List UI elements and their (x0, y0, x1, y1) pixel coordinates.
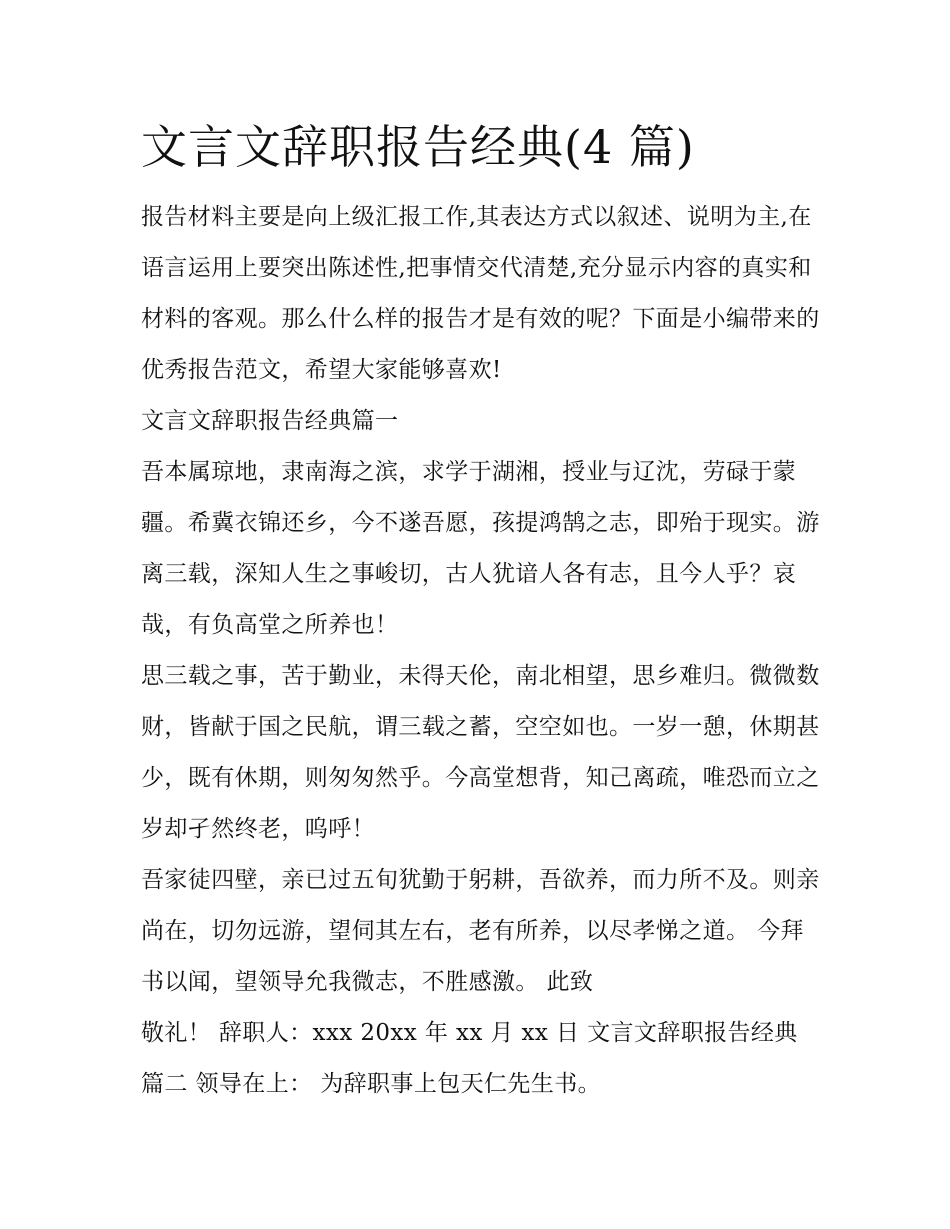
section-heading-1: 文言文辞职报告经典篇一 (141, 408, 399, 434)
body-paragraph-3: 吾家徒四壁，亲已过五旬犹勤于躬耕，吾欲养，而力所不及。则亲尚在，切勿远游，望伺其左右，老有所养，以尽孝悌之道。 今拜书以闻，望领导允我微志，不胜感激。 此致 (141, 867, 820, 995)
document-body (141, 112, 821, 1110)
body-paragraph-1: 吾本属琼地，隶南海之滨，求学于湖湘，授业与辽沈，劳碌于蒙疆。希冀衣锦还乡，今不遂吾愿，孩提鸿鹄之志，即殆于现实。游离三载，深知人生之事峻切，古人犹谙人各有志，且今人乎？哀哉，有负高堂之所养也！ (141, 459, 820, 638)
document-title: 文言文辞职报告经典(4 篇) (141, 120, 695, 174)
body-paragraph-2: 思三载之事，苦于勤业，未得天伦，南北相望，思乡难归。微微数财，皆献于国之民航，谓三载之蓄，空空如也。一岁一憩，休期甚少，既有休期，则匆匆然乎。今高堂想背，知己离疏，唯恐而立之岁却孑然终老，呜呼！ (141, 663, 820, 842)
intro-paragraph: 报告材料主要是向上级汇报工作,其表达方式以叙述、说明为主,在语言运用上要突出陈述性,把事情交代清楚,充分显示内容的真实和材料的客观。那么什么样的报告才是有效的呢？下面是小编带来的优秀报告范文，希望大家能够喜欢! (141, 204, 820, 383)
body-paragraph-4: 敬礼！ 辞职人：xxx 20xx 年 xx 月 xx 日 文言文辞职报告经典篇二 领导在上： 为辞职事上包天仁先生书。 (141, 1020, 798, 1097)
